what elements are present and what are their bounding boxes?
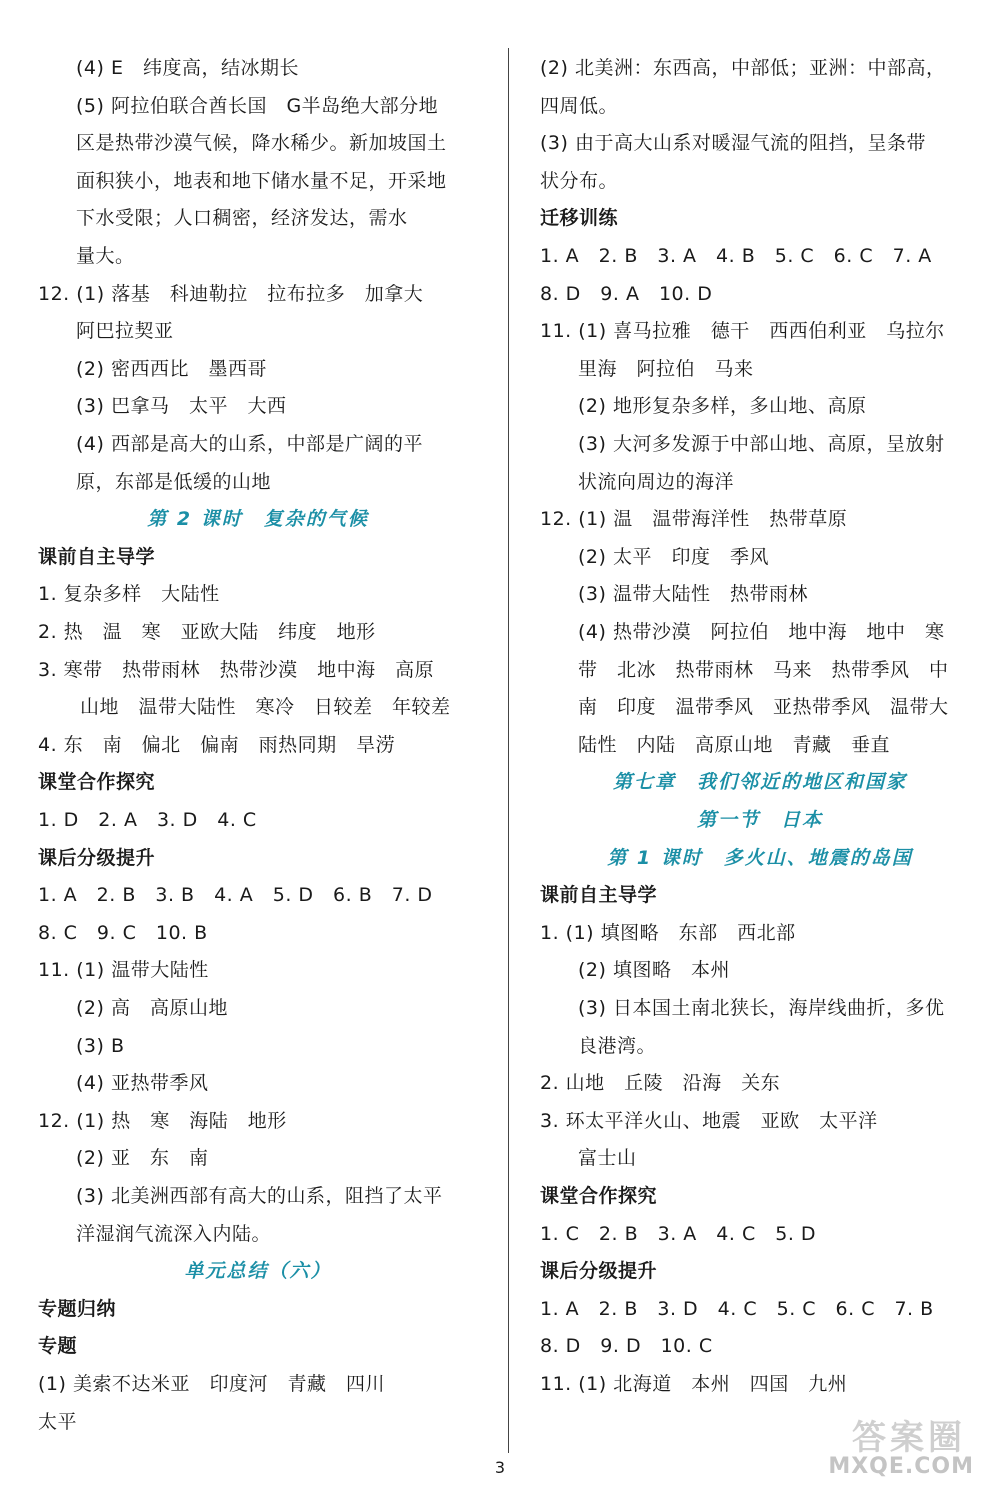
answer-line: 陆性 内陆 高原山地 青藏 垂直 [578, 733, 891, 756]
answer-line: 洋湿润气流深入内陆。 [76, 1222, 272, 1245]
subsection-title: 专题 [38, 1335, 78, 1358]
answer-line: (4) E 纬度高，结冰期长 [76, 57, 299, 79]
section-heading: 第七章 我们邻近的地区和国家 [612, 771, 907, 794]
answer-line: 下水受限；人口稠密，经济发达，需水 [76, 207, 408, 230]
answer-line: (3) 温带大陆性 热带雨林 [578, 583, 808, 606]
answer-line: 状分布。 [540, 169, 619, 192]
answer-line: 富士山 [578, 1147, 637, 1170]
watermark-logo: 答案圈 [852, 1418, 966, 1458]
answer-line: 3. 环太平洋火山、地震 亚欧 太平洋 [540, 1109, 878, 1132]
answer-line: (1) 美索不达米亚 印度河 青藏 四川 [38, 1373, 385, 1395]
answer-line: (2) 亚 东 南 [76, 1147, 209, 1170]
answer-line: (4) 热带沙漠 阿拉伯 地中海 地中 寒 [578, 621, 945, 643]
answer-line: 阿巴拉契亚 [76, 320, 174, 343]
answer-line: (3) 大河多发源于中部山地、高原，呈放射 [578, 433, 945, 455]
answer-line: 1. 复杂多样 大陆性 [38, 583, 220, 606]
answer-line: (3) 日本国土南北狭长，海岸线曲折，多优 [578, 997, 945, 1019]
watermark [804, 1410, 974, 1490]
answer-line: 11. (1) 北海道 本州 四国 九州 [540, 1373, 848, 1395]
answer-line: 12. (1) 落基 科迪勒拉 拉布拉多 加拿大 [38, 282, 424, 305]
answer-line: 太平 [38, 1410, 78, 1433]
subsection-title: 专题归纳 [38, 1297, 117, 1320]
answer-line: 原，东部是低缓的山地 [76, 470, 272, 493]
answer-line: (2) 填图略 本州 [578, 959, 730, 982]
answer-line: 1. A 2. B 3. A 4. B 5. C 6. C 7. A [540, 245, 932, 267]
answer-line: (2) 高 高原山地 [76, 997, 228, 1019]
answer-line: 1. D 2. A 3. D 4. C [38, 809, 257, 831]
answer-line: (3) 北美洲西部有高大的山系，阻挡了太平 [76, 1185, 443, 1207]
section-heading: 单元总结（六） [184, 1260, 332, 1283]
answer-line: 1. C 2. B 3. A 4. C 5. D [540, 1222, 817, 1245]
answer-line: 带 北冰 热带雨林 马来 热带季风 中 [578, 658, 949, 681]
answer-line: (3) B [76, 1034, 125, 1057]
answer-line: (2) 地形复杂多样，多山地、高原 [578, 395, 867, 418]
answer-line: 8. D 9. A 10. D [540, 282, 713, 305]
subsection-title: 课前自主导学 [38, 545, 156, 568]
answer-line: 8. C 9. C 10. B [38, 921, 208, 944]
section-heading: 第 1 课时 多火山、地震的岛国 [607, 846, 913, 869]
answer-line: 1. A 2. B 3. D 4. C 5. C 6. C 7. B [540, 1297, 934, 1320]
answer-line: 1. (1) 填图略 东部 西北部 [540, 921, 796, 944]
section-heading: 第一节 日本 [696, 809, 823, 831]
answer-line: 4. 东 南 偏北 偏南 雨热同期 旱涝 [38, 733, 396, 756]
answer-line: (2) 密西西比 墨西哥 [76, 357, 267, 380]
page-number: 3 [494, 1458, 506, 1477]
answer-line: (2) 太平 印度 季风 [578, 545, 769, 568]
answer-line: (4) 西部是高大的山系，中部是广阔的平 [76, 433, 423, 455]
answer-line: 南 印度 温带季风 亚热带季风 温带大 [578, 696, 949, 719]
answer-line: (3) 巴拿马 太平 大西 [76, 395, 287, 418]
answer-line: (3) 由于高大山系对暖湿气流的阻挡，呈条带 [540, 132, 926, 155]
answer-line: 2. 热 温 寒 亚欧大陆 纬度 地形 [38, 621, 376, 643]
subsection-title: 课前自主导学 [540, 884, 658, 907]
answer-line: 里海 阿拉伯 马来 [578, 357, 754, 380]
answer-line: 11. (1) 喜马拉雅 德干 西西伯利亚 乌拉尔 [540, 320, 945, 343]
answer-line: (2) 北美洲：东西高，中部低；亚洲：中部高， [540, 57, 946, 79]
answer-line: (5) 阿拉伯联合酋长国 G半岛绝大部分地 [76, 94, 439, 117]
answer-line: 1. A 2. B 3. B 4. A 5. D 6. B 7. D [38, 884, 433, 907]
answer-line: 状流向周边的海洋 [578, 470, 735, 493]
answer-line: 区是热带沙漠气候，降水稀少。新加坡国土 [76, 132, 447, 155]
subsection-title: 课堂合作探究 [38, 771, 156, 794]
answer-line: 12. (1) 温 温带海洋性 热带草原 [540, 508, 848, 531]
subsection-title: 课后分级提升 [540, 1260, 658, 1283]
answer-line: 山地 温带大陆性 寒冷 日较差 年较差 [80, 696, 451, 719]
answer-line: 2. 山地 丘陵 沿海 关东 [540, 1072, 781, 1095]
subsection-title: 课堂合作探究 [540, 1185, 658, 1207]
answer-line: 良港湾。 [578, 1034, 657, 1057]
answer-line: 12. (1) 热 寒 海陆 地形 [38, 1109, 287, 1132]
answer-line: (4) 亚热带季风 [76, 1072, 209, 1095]
answer-line: 3. 寒带 热带雨林 热带沙漠 地中海 高原 [38, 658, 435, 681]
answer-line: 面积狭小，地表和地下储水量不足，开采地 [76, 169, 447, 192]
section-heading: 第 2 课时 复杂的气候 [147, 508, 369, 531]
answer-line: 8. D 9. D 10. C [540, 1335, 713, 1358]
answer-line: 量大。 [76, 245, 135, 267]
answer-line: 四周低。 [540, 94, 619, 117]
column-divider [508, 48, 509, 1453]
answer-line: 11. (1) 温带大陆性 [38, 959, 209, 982]
subsection-title: 课后分级提升 [38, 846, 156, 869]
watermark-site: MXQE.COM [828, 1454, 974, 1479]
subsection-title: 迁移训练 [540, 207, 619, 230]
